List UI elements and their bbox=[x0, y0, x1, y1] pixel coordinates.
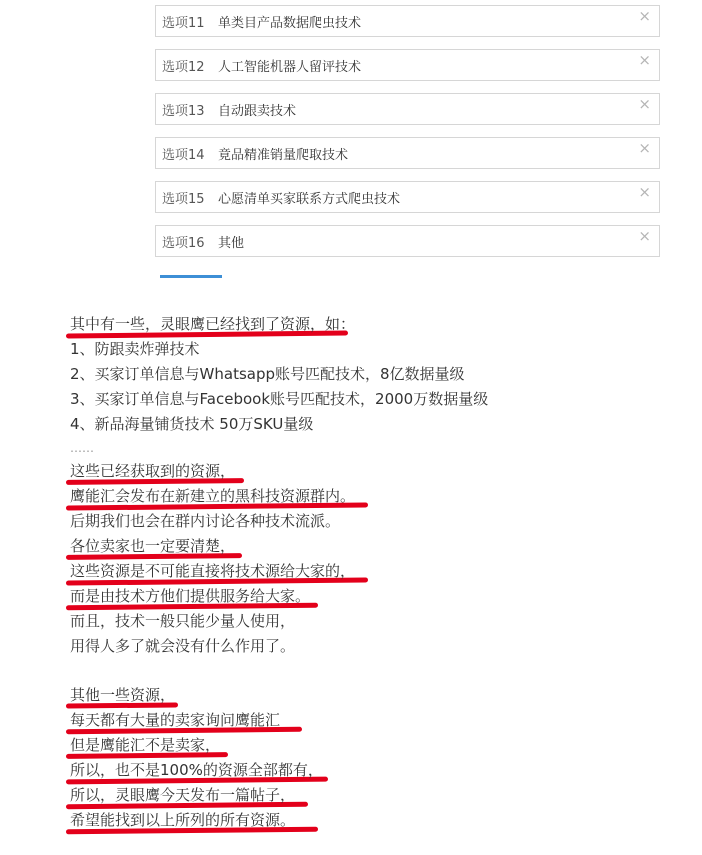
option-text: 竟品精准销量爬取技术 bbox=[218, 147, 349, 163]
article-body bbox=[70, 312, 690, 833]
text-line bbox=[70, 459, 690, 484]
line-text: 这些资源是不可能直接将技术源给大家的， bbox=[70, 562, 356, 580]
line-text: 1、防跟卖炸弹技术 bbox=[70, 340, 200, 358]
text-line bbox=[70, 387, 690, 412]
option-prefix: 选项12 bbox=[162, 59, 205, 75]
text-line bbox=[70, 634, 690, 659]
line-text: 2、买家订单信息与Whatsapp账号匹配技术，8亿数据量级 bbox=[70, 365, 465, 383]
close-icon[interactable]: × bbox=[638, 183, 651, 201]
text-line bbox=[70, 808, 690, 833]
blank-line bbox=[70, 659, 690, 683]
option-item-12[interactable] bbox=[155, 49, 660, 81]
line-text: 4、新品海量铺货技术 50万SKU量级 bbox=[70, 415, 314, 433]
option-prefix: 选项13 bbox=[162, 103, 205, 119]
text-line bbox=[70, 412, 690, 437]
line-text: …… bbox=[70, 441, 94, 455]
close-icon[interactable]: × bbox=[638, 227, 651, 245]
text-line bbox=[70, 584, 690, 609]
line-text: 而是由技术方他们提供服务给大家。 bbox=[70, 587, 311, 605]
line-text: 所以，也不是100%的资源全部都有， bbox=[70, 761, 323, 779]
option-text: 自动跟卖技术 bbox=[218, 103, 297, 119]
text-line bbox=[70, 758, 690, 783]
line-text: 所以，灵眼鹰今天发布一篇帖子， bbox=[70, 786, 296, 804]
text-line bbox=[70, 609, 690, 634]
ellipsis-line bbox=[70, 437, 690, 459]
close-icon[interactable]: × bbox=[638, 51, 651, 69]
text-line bbox=[70, 534, 690, 559]
line-text: 各位卖家也一定要清楚， bbox=[70, 537, 236, 555]
text-line bbox=[70, 708, 690, 733]
option-item-15[interactable] bbox=[155, 181, 660, 213]
text-line bbox=[70, 509, 690, 534]
options-list bbox=[155, 5, 660, 269]
line-text: 每天都有大量的卖家询问鹰能汇 bbox=[70, 711, 281, 729]
text-line bbox=[70, 683, 690, 708]
line-text: 用得人多了就会没有什么作用了。 bbox=[70, 637, 296, 655]
text-line bbox=[70, 337, 690, 362]
text-line bbox=[70, 559, 690, 584]
option-item-16[interactable] bbox=[155, 225, 660, 257]
option-text: 其他 bbox=[218, 235, 245, 251]
option-prefix: 选项16 bbox=[162, 235, 205, 251]
option-text: 人工智能机器人留评技术 bbox=[218, 59, 362, 75]
line-text: 但是鹰能汇不是卖家， bbox=[70, 736, 221, 754]
close-icon[interactable]: × bbox=[638, 7, 651, 25]
line-text: 后期我们也会在群内讨论各种技术流派。 bbox=[70, 512, 341, 530]
text-line bbox=[70, 312, 690, 337]
line-text: 而且，技术一般只能少量人使用， bbox=[70, 612, 296, 630]
line-text: 希望能找到以上所列的所有资源。 bbox=[70, 811, 296, 829]
option-text: 心愿清单买家联系方式爬虫技术 bbox=[218, 191, 401, 207]
option-prefix: 选项11 bbox=[162, 15, 205, 31]
option-prefix: 选项14 bbox=[162, 147, 205, 163]
text-line bbox=[70, 484, 690, 509]
text-line bbox=[70, 733, 690, 758]
option-text: 单类目产品数据爬虫技术 bbox=[218, 15, 362, 31]
option-item-13[interactable] bbox=[155, 93, 660, 125]
tab-active-indicator bbox=[160, 275, 222, 278]
close-icon[interactable]: × bbox=[638, 95, 651, 113]
option-item-11[interactable] bbox=[155, 5, 660, 37]
line-text: 3、买家订单信息与Facebook账号匹配技术，2000万数据量级 bbox=[70, 390, 489, 408]
line-text: 这些已经获取到的资源， bbox=[70, 462, 236, 480]
option-prefix: 选项15 bbox=[162, 191, 205, 207]
line-text: 其中有一些，灵眼鹰已经找到了资源，如： bbox=[70, 315, 356, 333]
line-text: 其他一些资源， bbox=[70, 686, 176, 704]
text-line bbox=[70, 783, 690, 808]
close-icon[interactable]: × bbox=[638, 139, 651, 157]
option-item-14[interactable] bbox=[155, 137, 660, 169]
line-text: 鹰能汇会发布在新建立的黑科技资源群内。 bbox=[70, 487, 356, 505]
text-line bbox=[70, 362, 690, 387]
